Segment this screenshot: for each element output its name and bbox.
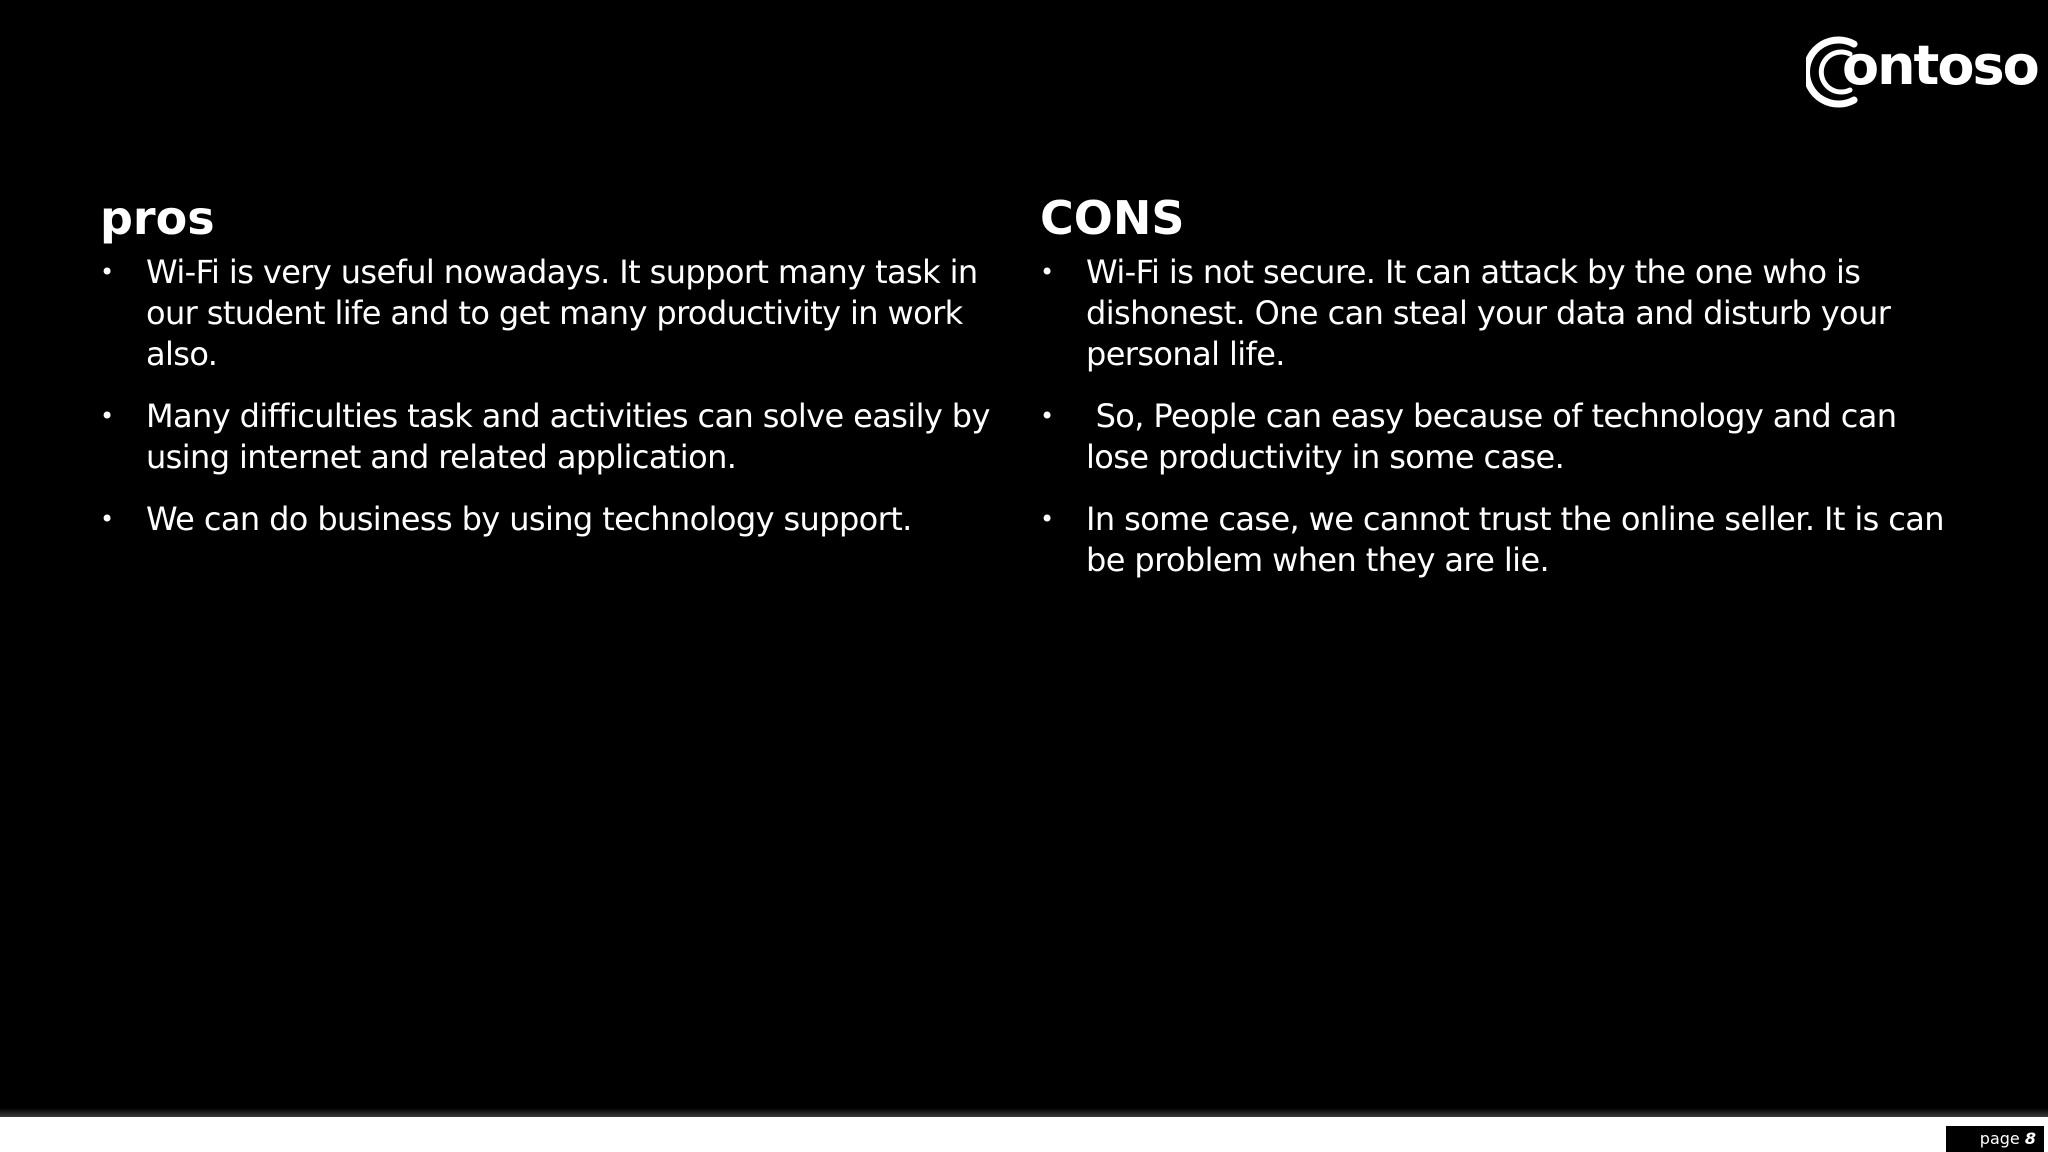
cons-item-text: So, People can easy because of technology and can lose productivity in some case. (1086, 397, 1906, 476)
list-item (1040, 252, 1960, 375)
bullet-icon: • (100, 258, 114, 286)
bullet-icon: • (1040, 505, 1054, 533)
bullet-icon: • (1040, 258, 1054, 286)
page-number-tag (1946, 1126, 2044, 1152)
contoso-logo (1806, 30, 2038, 114)
list-item (100, 252, 1000, 375)
cons-column (1040, 188, 1960, 602)
page-label: page (1979, 1129, 2020, 1148)
bullet-icon: • (1040, 402, 1054, 430)
footer-bar (0, 1124, 2048, 1152)
list-item (1040, 396, 1960, 478)
list-item (1040, 499, 1960, 581)
pros-item-text: Wi-Fi is very useful nowadays. It support many task in our student life and to get many productivity in work also. (146, 253, 978, 373)
pros-column (100, 188, 1000, 561)
page-number: 8 (2024, 1129, 2036, 1148)
list-item (100, 396, 1000, 478)
cons-item-text: In some case, we cannot trust the online seller. It is can be problem when they are lie. (1086, 500, 1944, 579)
pros-item-text: We can do business by using technology support. (146, 500, 912, 538)
pros-item-text: Many difficulties task and activities can solve easily by using internet and related application. (146, 397, 990, 476)
logo-wordmark: ontoso (1842, 34, 2038, 97)
pros-heading: pros (100, 191, 215, 245)
list-item (100, 499, 1000, 540)
cons-list (1040, 252, 1960, 581)
cons-item-text: Wi-Fi is not secure. It can attack by the one who is dishonest. One can steal your data and disturb your personal life. (1086, 253, 1891, 373)
pros-list (100, 252, 1000, 540)
bullet-icon: • (100, 505, 114, 533)
slide-bottom-edge (0, 1108, 2048, 1117)
bullet-icon: • (100, 402, 114, 430)
cons-heading: CONS (1040, 191, 1185, 245)
